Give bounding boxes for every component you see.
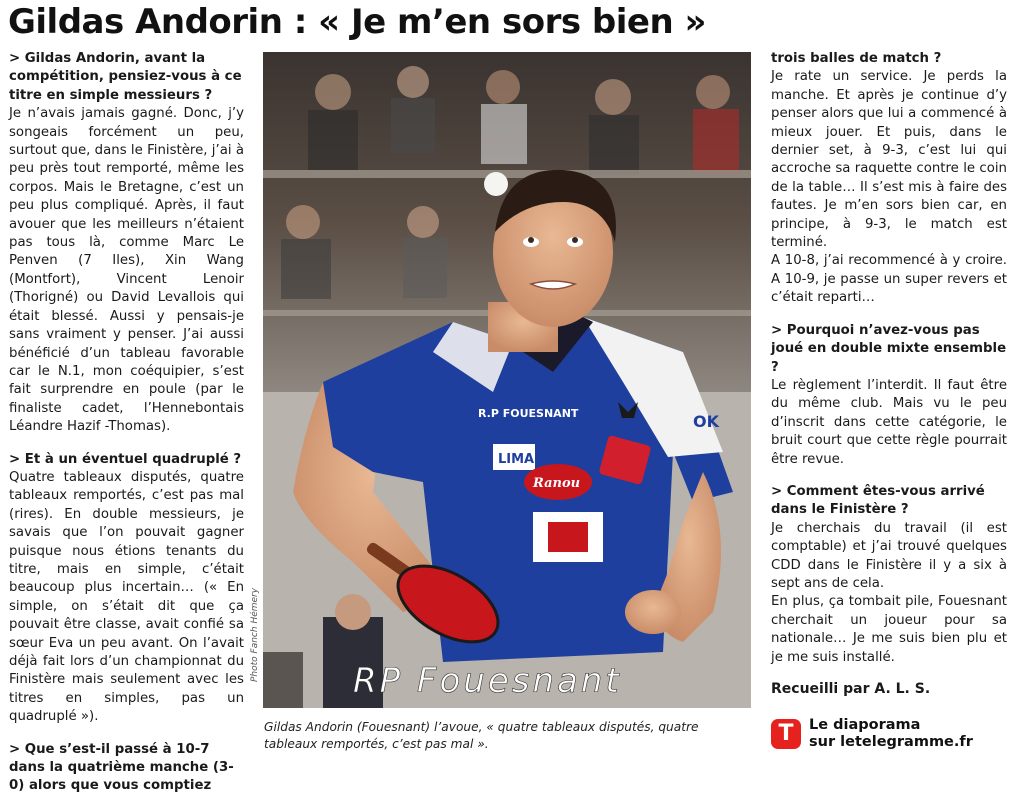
- photo-credit: Photo Fanch Hémery: [250, 587, 260, 682]
- interview-question: > Comment êtes-vous arrivé dans le Finistère ?: [771, 483, 985, 518]
- article-column-left: [9, 50, 244, 796]
- telegramme-logo-icon: T: [771, 719, 801, 749]
- jersey-club-text: R.P FOUESNANT: [478, 407, 579, 420]
- interview-question: > Et à un éventuel quadruplé ?: [9, 451, 242, 467]
- interview-answer: Je rate un service. Je perds la manche. Et après je continue d’y penser alors que lui a commencé à mieux jouer. Et puis, dans le dernier set, à 9-3, c’est lui qui accroche sa raquette contre le coin de la table… Il s’est mis à faire des fautes. Je m’en sors bien car, en principe, à 9-3, le match est terminé.: [771, 69, 1007, 251]
- diaporama-promo[interactable]: [771, 717, 1011, 753]
- photo-caption: Gildas Andorin (Fouesnant) l’avoue, « quatre tableaux disputés, quatre tableaux remportés, c’est pas mal ».: [264, 720, 699, 751]
- interview-question: trois balles de match ?: [771, 51, 942, 66]
- article-column-right: [771, 50, 1007, 667]
- interview-question: > Pourquoi n’avez-vous pas joué en double mixte ensemble ?: [771, 322, 1007, 375]
- promo-text[interactable]: [809, 717, 973, 751]
- interview-question: > Que s’est-il passé à 10-7 dans la quatrième manche (3-0) alors que vous comptiez: [9, 741, 234, 794]
- interview-answer: Je cherchais du travail (il est comptable) et j’ai trouvé quelques CDD dans le Finistère il y a six à sept ans de cela.: [771, 520, 1007, 591]
- headline: Gildas Andorin : « Je m’en sors bien »: [8, 2, 706, 42]
- promo-line-1: Le diaporama: [809, 717, 921, 733]
- interview-answer: Je n’avais jamais gagné. Donc, j’y songeais forcément un peu, surtout que, dans le Finistère, j’ai à peu près tout remporté, même les corpos. Mais le Bretagne, c’est un peu plus compliqué. Après, il faut avouer que les meilleurs n’étaient pas tous là, comme Marc Le Penven (7 Iles), Xin Wang (Montfort), Vincent Lenoir (Thorigné) ou David Levallois qui était blessé. Aussi y pensais-je sans vraiment y penser. J’ai aussi bénéficié d’un tableau favorable car le N.1, mon coéquipier, s’est fait surprendre en poule (par le finaliste cadet, l’Hennebontais Léandre Hazif -Thomas).: [9, 106, 244, 435]
- interview-answer: En plus, ça tombait pile, Fouesnant cherchait un joueur pour sa nationale… Je me suis bien plu et je me suis installé.: [771, 594, 1007, 665]
- promo-link[interactable]: sur letelegramme.fr: [809, 734, 973, 750]
- interview-answer: A 10-8, j’ai recommencé à y croire. A 10-9, je passe un super revers et c’était reparti…: [771, 253, 1007, 306]
- byline: Recueilli par A. L. S.: [771, 681, 931, 697]
- jersey-sponsor-text: Ranou: [533, 476, 581, 491]
- jersey-sponsor-text: OK: [693, 412, 719, 431]
- photo-watermark: RP Fouesnant: [353, 661, 622, 701]
- interview-question: > Gildas Andorin, avant la compétition, pensiez-vous à ce titre en simple messieurs ?: [9, 51, 242, 103]
- article-photo: [263, 52, 751, 708]
- interview-answer: Quatre tableaux disputés, quatre tableaux remportés, c’est pas mal (rires). En double messieurs, je savais que l’on pouvait gagner puisque nous étions tenants du titre, mais en simple, c’était beaucoup plus incertain… (« En simple, on s’était dit que ça pouvait être classe, avait confié sa sœur Eva un peu avant. On l’avait déjà fait lors d’un championnat du Finistère mais seulement avec les titres en simples, pas un quadruplé »).: [9, 469, 244, 725]
- interview-answer: Le règlement l’interdit. Il faut être du même club. Mais vu le peu d’inscrit dans cette catégorie, le bruit court que cette règle pourrait être revue.: [771, 377, 1007, 467]
- jersey-sponsor-text: LIMA: [498, 452, 535, 467]
